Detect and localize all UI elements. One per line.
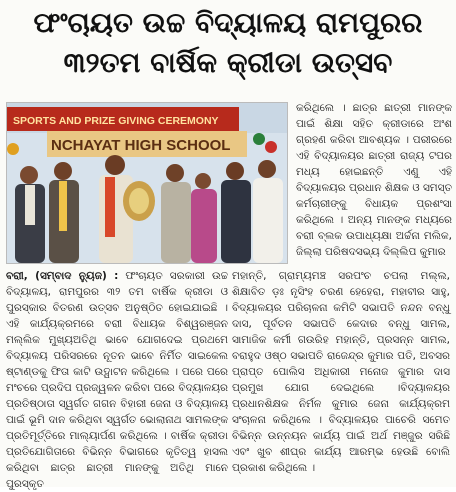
headline-line-2: ୩୨ତମ ବାର୍ଷିକ କ୍ରୀଡା ଉତ୍ସବ (63, 46, 393, 79)
balloon (253, 133, 265, 145)
article-column-middle (232, 268, 450, 482)
school-banner-text: NCHAYAT HIGH SCHOOL (51, 137, 231, 154)
article-column-left (6, 268, 228, 490)
article-body: ଫଂଚାୟତ ସରକାରୀ ଉଚ୍ଚ ବିଦ୍ୟାଳୟ, ରାମପୁରର ୩୨ ତମ ବାର୍ଷିକ କ୍ରୀଡା ଓ ପୁରସ୍କାର ବିତରଣ ଉତ୍ସବ ଅନୁଷ୍ଠିତ ହୋଇଯାଇଛି । ଏହି କାର୍ଯ୍ୟକ୍ରମରେ ବରାୀ ବିଧାୟକ ବିଶ୍ୱରଞ୍ଜନ ମଲ୍ଲିକ ମୁଖ୍ୟଅତିଥି ଭାବେ ଯୋଗଦେଇ ପ୍ରଥମେ ବିଦ୍ୟାଳୟ ପରିସରରେ ନୂତନ ଭାବେ ନିର୍ମିତ ସାଇକେଲ ଷ୍ଟାଣ୍ଡକୁ ଫିତା କାଟି ଉଦ୍ଘାଟନ କରିଥିଲେ । ପରେ ପରେ ମଂଚରେ ପ୍ରଦିପ ପ୍ରଜ୍ୱଳନ କରିବା ପରେ ବିଦ୍ୟାଳୟର ପ୍ରତିଷ୍ଠାତା ସ୍ୱର୍ଗତ ଗଗନ ବିହାରୀ ଜେନା ଓ ବିଦ୍ୟାଳୟ ପାଇଁ ଭୂମି ଦାନ କରିଥିବା ସ୍ୱର୍ଗତ ଭୋଲାନାଥ ସାମଲଙ୍କ ପ୍ରତିମୂର୍ତ୍ତିରେ ମାଲ୍ୟାର୍ପଣ କରିଥିଲେ । ବାର୍ଷିକ କ୍ରୀଡା ପ୍ରତିଯୋଗିତାରେ ବିଭିନ୍ନ ବିଭାଗରେ କୃତିତ୍ୱ ହାସଲ କରିଥିବା ଛାତ୍ର ଛାତ୍ରୀ ମାନଙ୍କୁ ଅତିଥି ମାନେ ପୁରସ୍କୃତ (6, 270, 228, 490)
article-text-left (6, 268, 228, 492)
sports-banner-text: SPORTS AND PRIZE GIVING CEREMONY (13, 115, 219, 127)
headline-line-1: ଫଂଚାୟତ ଉଚ୍ଚ ବିଦ୍ୟାଳୟ ରାମପୁରର (33, 6, 423, 39)
event-photo (6, 102, 288, 264)
article-text-mid: ମହାନ୍ତି, ଗ୍ରାମ୍ୟମଞ୍ଚ ସରପଂଚ ଚପଲା ମଲ୍ଲ, ଶିକ୍ଷାବିତ ଡ଼ଃ ନୃସିଂହ ଚରଣ ହେହେରା, ମହାବୀର ସାହୁ, ବିଦ୍ୟାଳୟର ପରିଚାଳନା କମିଟି ସଭାପତି ନନ୍ଦନ ବନ୍ଧୁ ଦାସ, ପୂର୍ବତନ ସଭାପତି କେଦାର ବନ୍ଧୁ ସାମଲ, ସାମାଜିକ କର୍ମୀ ଗଉରିହ ମହାନ୍ତି, ପ୍ରସନ୍ନ ସାମଲ, ବରାହୁଦ ଓଷ୍ଠ ସଭାପତି ରାଜେନ୍ଦ୍ର କୁମାର ପତି, ଅବସର ପ୍ରାପ୍ତ ପୋଲିସ ଅଧିକାରୀ ମନୋଜ କୁମାର ଦାସ ପ୍ରମୁଖ ଯୋଗ ଦେଇଥିଲେ ।ବିଦ୍ୟାଳୟର ପ୍ରଧାନଶିକ୍ଷକ ନିର୍ମଳ କୁମାର ଜେନା କାର୍ଯ୍ୟକ୍ରମ ସଂଚାଳନା କରିଥିଲେ । ବିଦ୍ୟାଳୟର ପାଚେରି ସମେତ ବିଭିନ୍ନ ଉନ୍ନୟନ କାର୍ଯ୍ୟ ପାଇଁ ଅର୍ଥ ମଞ୍ଜୁର ସରିଛି ଏବଂ ଖୁବ ଶୀଘ୍ର କାର୍ଯ୍ୟ ଆରମ୍ଭ ହେଉଛି ବୋଲି ପ୍ରକାଶ କରିଥିଲେ । (232, 270, 450, 474)
balloon (7, 143, 19, 155)
article-column-right (296, 100, 452, 267)
article-text: କରିଥିଲେ । ଛାତ୍ର ଛାତ୍ରୀ ମାନଙ୍କ ପାଇଁ ଶିକ୍ଷା ସହିତ କ୍ରୀଡାରେ ଅଂଶ ଗ୍ରହଣ କରିବା ଆବଶ୍ୟକ । ପରୀରରେ ଏହି ବିଦ୍ୟାଳୟର ଛାତ୍ରୀ ରାଜ୍ୟ ଟପର ମଧ୍ୟ ହୋଇଛନ୍ତି ଏଣୁ ଏହି ବିଦ୍ୟାଳୟର ପ୍ରଧାନ ଶିକ୍ଷକ ଓ ସମସ୍ତ କର୍ମଚାରୀଙ୍କୁ ବିଧାୟକ ପ୍ରଶଂସା କରିଥିଲେ । ଅନ୍ୟ ମାନଙ୍କ ମଧ୍ୟରେ ବରାୀ ବ୍ଲକ ଉପାଧ୍ୟକ୍ଷା ଅର୍ଚ୍ଚନା ମଲିକ, ଜିଲ୍ଲା ପରିଷଦସଭ୍ୟ ଦିଲ୍ଲିପ କୁମାର (296, 102, 452, 258)
dateline: ବରାୀ, (ସମ୍ବାଦ ନ୍ୟୁଜ) : (6, 270, 119, 282)
balloon (265, 141, 277, 153)
